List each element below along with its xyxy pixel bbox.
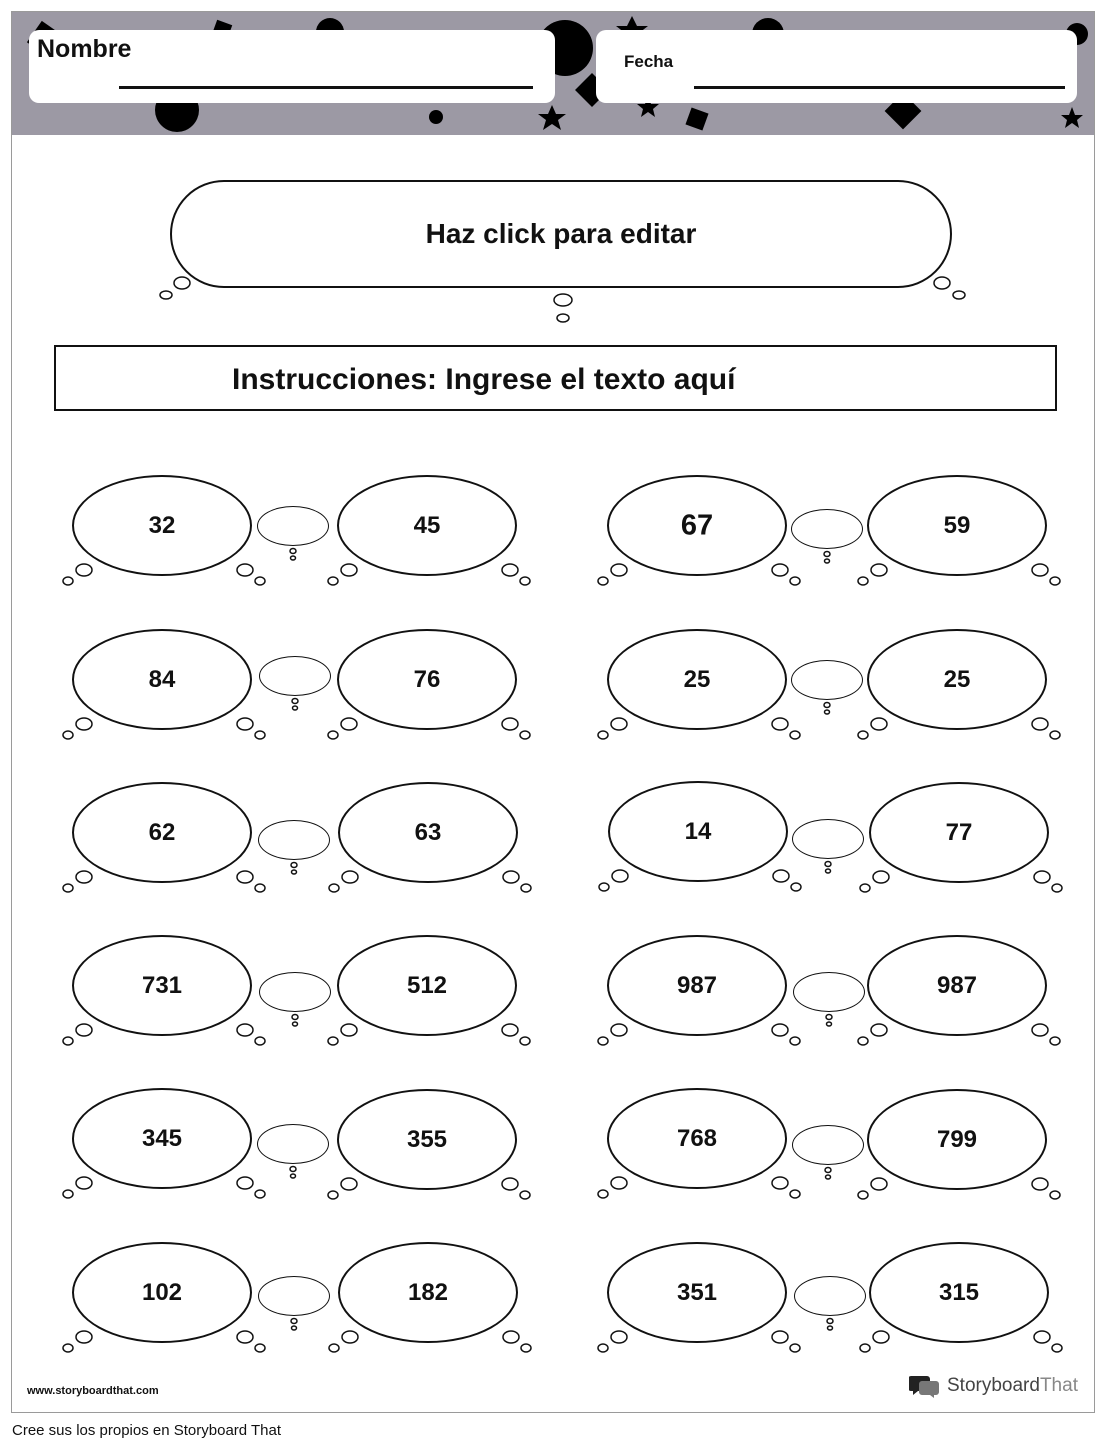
answer-oval[interactable] — [258, 820, 330, 860]
right-number-oval[interactable] — [869, 1242, 1049, 1343]
right-number-oval[interactable] — [338, 1242, 518, 1343]
brand-bold: Storyboard — [947, 1375, 1040, 1396]
left-number: 25 — [683, 665, 711, 693]
right-number: 63 — [414, 818, 442, 846]
right-number: 315 — [938, 1278, 980, 1306]
answer-oval[interactable] — [791, 509, 863, 549]
right-number-oval[interactable] — [869, 782, 1049, 883]
page-caption: Cree sus los propios en Storyboard That — [12, 1422, 282, 1439]
left-number-oval[interactable] — [72, 1242, 252, 1343]
footer-url[interactable]: www.storyboardthat.com — [27, 1385, 159, 1397]
right-number: 77 — [945, 818, 973, 846]
instructions-box[interactable] — [54, 345, 1057, 411]
right-number: 799 — [936, 1125, 978, 1153]
left-number-oval[interactable] — [72, 629, 252, 730]
left-number: 67 — [680, 509, 714, 541]
left-number: 62 — [148, 818, 176, 846]
right-number: 45 — [413, 511, 441, 539]
answer-oval[interactable] — [257, 506, 329, 546]
left-number: 731 — [141, 971, 183, 999]
right-number: 987 — [936, 971, 978, 999]
date-underline — [694, 86, 1065, 89]
right-number-oval[interactable] — [337, 935, 517, 1036]
left-number: 351 — [676, 1278, 718, 1306]
speech-bubbles-icon — [909, 1374, 941, 1398]
left-number: 32 — [148, 511, 176, 539]
right-number-oval[interactable] — [867, 629, 1047, 730]
left-number: 768 — [676, 1124, 718, 1152]
name-underline — [119, 86, 533, 89]
instructions-text: Instrucciones: Ingrese el texto aquí — [232, 363, 736, 396]
left-number-oval[interactable] — [607, 1242, 787, 1343]
left-number-oval[interactable] — [72, 782, 252, 883]
answer-oval[interactable] — [794, 1276, 866, 1316]
answer-oval[interactable] — [791, 660, 863, 700]
title-text: Haz click para editar — [425, 218, 697, 249]
left-number-oval[interactable] — [72, 475, 252, 576]
right-number-oval[interactable] — [338, 782, 518, 883]
answer-oval[interactable] — [792, 1125, 864, 1165]
left-number-oval[interactable] — [607, 629, 787, 730]
left-number: 84 — [148, 665, 176, 693]
left-number-oval[interactable] — [608, 781, 788, 882]
title-speech-bubble[interactable] — [170, 180, 952, 288]
name-label: Nombre — [37, 35, 132, 63]
left-number: 345 — [141, 1124, 183, 1152]
right-number-oval[interactable] — [867, 1089, 1047, 1190]
right-number: 25 — [943, 665, 971, 693]
right-number-oval[interactable] — [867, 935, 1047, 1036]
right-number: 59 — [943, 511, 971, 539]
answer-oval[interactable] — [793, 972, 865, 1012]
header-banner — [12, 12, 1094, 135]
answer-oval[interactable] — [259, 656, 331, 696]
right-number-oval[interactable] — [337, 475, 517, 576]
right-number-oval[interactable] — [867, 475, 1047, 576]
right-number-oval[interactable] — [337, 629, 517, 730]
right-number: 355 — [406, 1125, 448, 1153]
worksheet — [11, 11, 1095, 1413]
left-number-oval[interactable] — [72, 1088, 252, 1189]
right-number-oval[interactable] — [337, 1089, 517, 1190]
right-number: 512 — [406, 971, 448, 999]
name-field[interactable] — [29, 30, 555, 103]
left-number-oval[interactable] — [607, 475, 787, 576]
brand-name — [947, 1375, 1078, 1397]
left-number-oval[interactable] — [607, 1088, 787, 1189]
right-number: 76 — [413, 665, 441, 693]
left-number: 987 — [676, 971, 718, 999]
left-number: 102 — [141, 1278, 183, 1306]
answer-oval[interactable] — [257, 1124, 329, 1164]
left-number-oval[interactable] — [607, 935, 787, 1036]
left-number: 14 — [684, 817, 712, 845]
date-field[interactable] — [596, 30, 1077, 103]
answer-oval[interactable] — [258, 1276, 330, 1316]
date-label: Fecha — [624, 52, 674, 71]
answer-oval[interactable] — [792, 819, 864, 859]
answer-oval[interactable] — [259, 972, 331, 1012]
left-number-oval[interactable] — [72, 935, 252, 1036]
brand-light: That — [1039, 1375, 1078, 1396]
right-number: 182 — [407, 1278, 449, 1306]
storyboardthat-logo[interactable] — [909, 1372, 1078, 1400]
